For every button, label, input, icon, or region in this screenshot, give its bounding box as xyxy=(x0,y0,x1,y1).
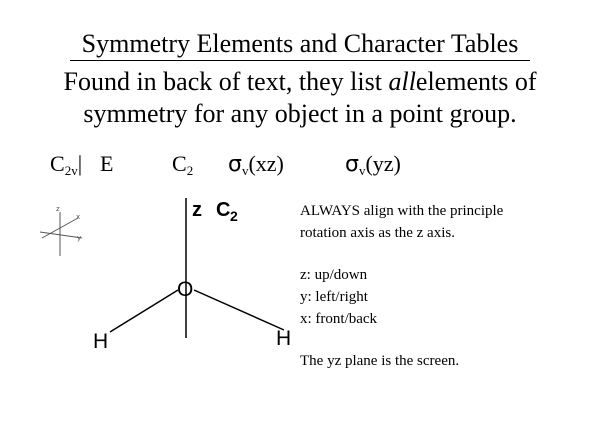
note-line-6: The yz plane is the screen. xyxy=(300,353,460,369)
sigma-xz-sub: v xyxy=(241,163,249,178)
left-oh-bond xyxy=(110,290,178,332)
oxygen-atom: O xyxy=(177,278,194,301)
note-line-1: ALWAYS align with the principle xyxy=(300,203,504,219)
axis-c2-sub: 2 xyxy=(230,208,238,224)
op-c2 xyxy=(172,150,193,185)
note-spacer-2 xyxy=(300,330,592,350)
notes-block xyxy=(300,200,592,372)
sigma-xz-plane: (xz) xyxy=(248,151,284,176)
water-molecule-diagram xyxy=(80,192,320,362)
small-x-label: x xyxy=(76,213,81,221)
axis-z-label: z xyxy=(192,199,202,221)
note-line-4: y: left/right xyxy=(300,289,368,305)
left-hydrogen-atom: H xyxy=(93,330,109,353)
title-underline xyxy=(70,60,530,61)
op-c2-base: C xyxy=(172,151,187,176)
axis-c2-base: C xyxy=(216,199,231,221)
op-identity: E xyxy=(100,151,114,176)
note-line-3: z: up/down xyxy=(300,267,368,283)
point-group-sub: 2v xyxy=(64,163,78,178)
point-group-base: C xyxy=(50,151,65,176)
point-group-label xyxy=(50,150,82,185)
op-c2-sub: 2 xyxy=(186,163,194,178)
small-y-label: y xyxy=(77,234,82,242)
header-separator: | xyxy=(77,151,83,176)
subtitle-italic-all: all xyxy=(388,67,416,96)
right-oh-bond xyxy=(194,290,284,330)
note-line-5: x: front/back xyxy=(300,311,378,327)
right-hydrogen-atom: H xyxy=(276,327,292,350)
subtitle-line1-before: Found in back of text, they list xyxy=(63,67,389,96)
sigma-xz-symbol: σ xyxy=(228,152,242,177)
sigma-yz-symbol: σ xyxy=(345,152,359,177)
subtitle-line2: symmetry for any object in a point group. xyxy=(83,99,517,128)
sigma-yz-plane: (yz) xyxy=(365,151,401,176)
slide-title: Symmetry Elements and Character Tables xyxy=(81,29,519,58)
subtitle-line1-after: elements of xyxy=(415,67,537,96)
note-line-2: rotation axis as the z axis. xyxy=(300,225,455,241)
slide-subtitle xyxy=(0,66,600,130)
op-sigma-yz xyxy=(345,150,401,185)
small-y-axis xyxy=(40,232,82,238)
sigma-yz-sub: v xyxy=(358,163,366,178)
small-z-label: z xyxy=(56,205,60,213)
note-spacer-1 xyxy=(300,244,592,264)
op-sigma-xz xyxy=(228,150,284,185)
